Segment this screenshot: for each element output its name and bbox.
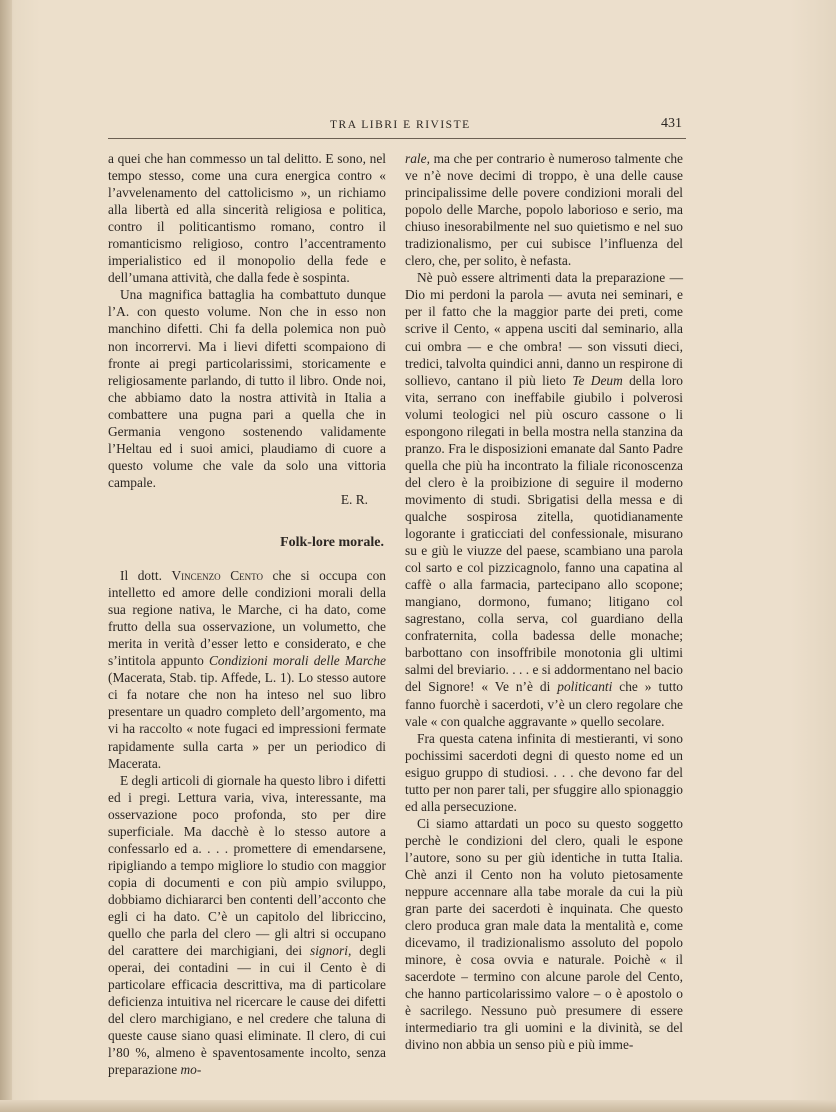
text-run: (Macerata, Stab. tip. Affede, L. 1). Lo stesso autore ci fa notare che non ha inteso nel suo libro presentare un quadro completo dell’argomento, ma vi ha raccolto « note fugaci ed impressioni fermate rapidamente sulla carta » per un periodico di Macerata. <box>108 670 386 771</box>
paragraph: Ci siamo attardati un poco su questo soggetto perchè le condizioni del clero, quali le espone l’autore, sono su per giù identiche in tutta Italia. Chè anzi il Cento non ha voluto pietosamente neppure accennare alla tabe morale da cui la più gran parte dei sacerdoti è inquinata. Che questo clero produca gran male data la mentalità e, come dicevamo, il tradizionalismo assoluto del popolo minore, è cosa ovvia e naturale. Poichè « il sacerdote – termino con alcune parole del Cento, che hanno particolarissimo valore – o è apostolo o è sacrilego. Nessuno può presumere di essere intermediario tra gli uomini e la divinità, se del divino non abbia un senso più e più imme- <box>405 815 683 1053</box>
page-bottom-edge <box>0 1100 836 1112</box>
paragraph <box>108 567 386 772</box>
text-run: degli operai, dei contadini — in cui il Cento è di particolare efficacia descrittiva, ma di particolare deficienza intuitiva nel ricercare le cause dei difetti del clero marchigiano, e nel credere che taluna di queste cause siano quasi eliminate. Il clero, di cui l’80 %, almeno è spaventosamente incolto, senza preparazione <box>108 943 386 1078</box>
paragraph <box>108 772 386 1079</box>
text-run: Nè può essere altrimenti data la preparazione — Dio mi perdoni la parola — avuta nei seminari, e per il fatto che la maggior parte dei preti, come scrive il Cento, « appena usciti dal seminario, alla cui ombra — e che ombra! — son vissuti dieci, tredici, talvolta quindici anni, danno un respirone di sollievo, cantano il più lieto <box>405 270 683 388</box>
page-header <box>108 116 682 136</box>
right-column <box>405 150 683 1053</box>
italic-word: Te Deum <box>572 372 623 388</box>
page-number: 431 <box>661 116 682 131</box>
running-title: TRA LIBRI E RIVISTE <box>330 119 471 131</box>
paragraph <box>405 150 683 269</box>
text-run: ma che per contrario è numeroso talmente che ve n’è nove decimi di troppo, è una delle cause principalissime delle povere condizioni morali del popolo delle Marche, popolo laborioso e serio, ma chiuso inesorabilmente nel suo quietismo e nel suo tradizionalismo, per cui subisce l’influenza del clero, che, per solito, è nefasta. <box>405 151 683 269</box>
paragraph: a quei che han commesso un tal delitto. E sono, nel tempo stesso, come una cura energica contro « l’avvelenamento del cattolicismo », un richiamo alla libertà ed alla sincerità religiosa e politica, contro il politicantismo romano, contro il romanticismo religioso, contro l’accentramento imperialistico ed il monopolio della fede e dell’umana attività, che dalla fede è sospinta. <box>108 151 386 286</box>
text-run: che si occupa con intelletto ed amore delle condizioni morali della sua regione nativa, le Marche, ci ha dato, come frutto della sua osservazione, un volumetto, che merita in verità d’esser letto e considerato, e che s’intitola appunto <box>108 568 386 669</box>
signature: E. R. <box>340 491 368 507</box>
italic-word: signori, <box>310 943 352 959</box>
author-name: Vincenzo Cento <box>171 568 263 584</box>
italic-word: rale, <box>405 151 430 166</box>
text-run: Il dott. <box>120 568 172 584</box>
paragraph <box>405 269 683 729</box>
left-column <box>108 150 386 1078</box>
section-heading: Folk-lore morale. <box>280 534 384 550</box>
italic-word: politicanti <box>557 679 613 695</box>
italic-word: mo- <box>180 1062 202 1078</box>
text-run: che » tutto fanno fuorchè i sacerdoti, v’è un clero regolare che vale « con qualche aggravante » quello secolare. <box>405 679 684 729</box>
text-run: della loro vita, serrano con ineffabile giubilo i polverosi volumi teologici nel più oscuro cassone o li espongono rilegati in bella mostra nella stanzina da pranzo. Fra le disposizioni emanate dal Santo Padre quella che più ha incontrato la filiale riconoscenza del clero è la proibizione di seguire il moderno movimento di studi. Sbrigatisi della messa e di qualche sospirosa zitella, quotidianamente logorante i graticciati del confessionale, misurano su e giù le viuzze del paese, scambiano una parola col sarto e col pizzicagnolo, fanno una capatina al caffè o alla farmacia, partecipano allo scopone; mangiano, dormono, fumano; litigano col sagrestano, colla serva, col guardiano della confraternita, colla badessa delle monache; barbottano con insoffribile monotonia gli ultimi salmi del breviario. . . . e si addormentano nel bacio del Signore! « Ve n’è di <box>405 372 683 695</box>
header-rule <box>108 138 686 139</box>
book-spine-shadow <box>0 0 12 1112</box>
paragraph: Fra questa catena infinita di mestieranti, vi sono pochissimi sacerdoti degni di questo nome ed un esiguo gruppo di studiosi. . . . che devono far del tutto per non parer tali, per sfuggire allo spionaggio ed alla persecuzione. <box>405 730 683 814</box>
text-run: E degli articoli di giornale ha questo libro i difetti ed i pregi. Lettura varia, viva, interessante, ma osservazione poco profonda, sto per dire superficiale. Ma dacchè è lo stesso autore a confessarlo ed a. . . . promettere di emendarsene, ripigliando a tempo migliore lo studio con maggior copia di documenti e con più ampio sviluppo, dobbiamo dichiararci ben contenti dell’acconto che egli ci ha dato. C’è un capitolo del libriccino, quello che parla del clero — gli altri si occupano del carattere dei marchigiani, dei <box>108 772 386 959</box>
paragraph: Una magnifica battaglia ha combattuto dunque l’A. con questo volume. Non che in esso non manchino difetti. Chi fa della polemica non può non incorrervi. Ma i lievi difetti scompaiono di fronte ai pregi particolarissimi, storicamente e religiosamente parlando, di tutto il libro. Onde noi, che abbiamo dato la nostra attività in Italia a combattere una pugna pari a quella che in Germania vengono sostenendo validamente l’Heltau ed i suoi amici, plaudiamo di cuore a questo volume che vale da solo una vittoria campale. <box>108 287 386 490</box>
book-title: Condizioni morali delle Marche <box>208 653 386 669</box>
